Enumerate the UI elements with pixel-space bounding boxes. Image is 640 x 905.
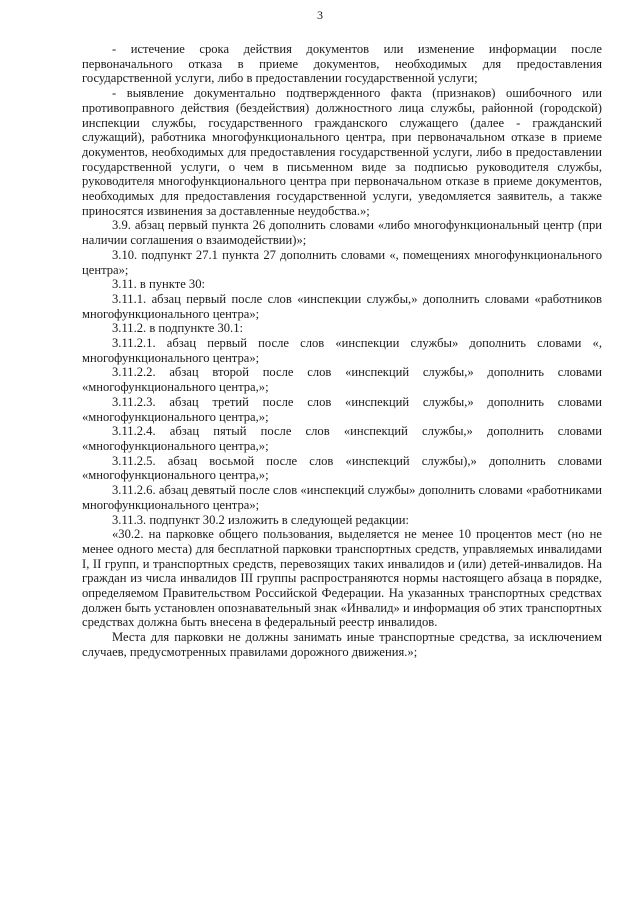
paragraph-3-11-2-4: 3.11.2.4. абзац пятый после слов «инспекций службы,» дополнить словами «многофункционального центра,»; — [82, 424, 602, 453]
paragraph-3-11-2-1: 3.11.2.1. абзац первый после слов «инспекции службы» дополнить словами «, многофункционального центра»; — [82, 336, 602, 365]
paragraph-parking-exception: Места для парковки не должны занимать иные транспортные средства, за исключением случаев, предусмотренных правилами дорожного движения.»; — [82, 630, 602, 659]
paragraph-3-10: 3.10. подпункт 27.1 пункта 27 дополнить словами «, помещениях многофункционального центра»; — [82, 247, 602, 277]
paragraph-3-9: 3.9. абзац первый пункта 26 дополнить словами «либо многофункциональный центр (при наличии соглашения о взаимодействии)»; — [82, 218, 602, 248]
document-body — [82, 42, 602, 660]
paragraph-3-11-2-3: 3.11.2.3. абзац третий после слов «инспекций службы,» дополнить словами «многофункционального центра,»; — [82, 394, 602, 424]
paragraph-expiry-clause: - истечение срока действия документов или изменение информации после первоначального отказа в приеме документов, необходимых для предоставления государственной услуги, либо в предоставлении государственной услуги; — [82, 42, 602, 86]
paragraph-3-11: 3.11. в пункте 30: — [112, 277, 206, 292]
paragraph-3-11-1: 3.11.1. абзац первый после слов «инспекции службы,» дополнить словами «работников многофункционального центра»; — [82, 291, 602, 321]
paragraph-error-clause: - выявление документально подтвержденного факта (признаков) ошибочного или противоправного действия (бездействия) должностного лица службы, районной (городской) инспекции службы, государственного гражданского служащего (далее - гражданский служащий), работника многофункционального центра, при первоначальном отказе в приеме документов, необходимых для предоставления государственной услуги, либо в предоставлении государственной услуги, о чем в письменном виде за подписью руководителя службы, руководителя многофункционального центра при первоначальном отказе в приеме документов, необходимых для предоставления государственной услуги, уведомляется заявитель, а также приносятся извинения за доставленные неудобства.»; — [82, 86, 602, 218]
paragraph-3-11-2: 3.11.2. в подпункте 30.1: — [112, 321, 243, 336]
paragraph-3-11-3: 3.11.3. подпункт 30.2 изложить в следующей редакции: — [112, 512, 410, 527]
paragraph-3-11-2-6: 3.11.2.6. абзац девятый после слов «инспекций службы» дополнить словами «работниками многофункционального центра»; — [82, 483, 602, 512]
page-number: 3 — [317, 8, 323, 22]
paragraph-30-2-quote: «30.2. на парковке общего пользования, выделяется не менее 10 процентов мест (но не менее одного места) для бесплатной парковки транспортных средств, управляемых инвалидами I, II групп, и транспортных средств, перевозящих таких инвалидов и (или) детей-инвалидов. На граждан из числа инвалидов III группы распространяются нормы настоящего абзаца в порядке, определяемом Правительством Российской Федерации. На указанных транспортных средствах должен быть установлен опознавательный знак «Инвалид» и информация об этих транспортных средствах должна быть внесена в федеральный реестр инвалидов. — [82, 527, 602, 630]
paragraph-3-11-2-5: 3.11.2.5. абзац восьмой после слов «инспекций службы),» дополнить словами «многофункционального центра,»; — [82, 453, 602, 483]
paragraph-3-11-2-2: 3.11.2.2. абзац второй после слов «инспекций службы,» дополнить словами «многофункционального центра,»; — [82, 365, 602, 395]
